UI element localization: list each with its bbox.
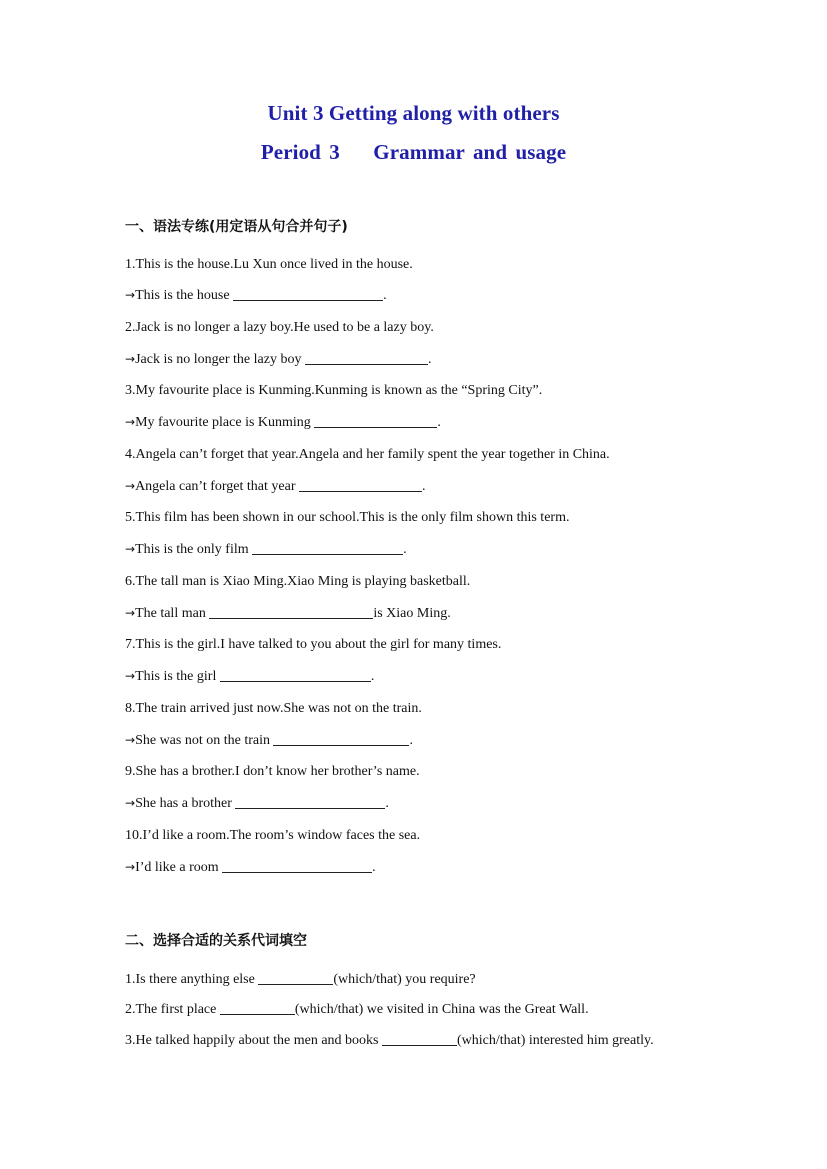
question-text: .Angela can’t forget that year.Angela and her family spent the year together in China. <box>132 447 610 462</box>
question-text: .I’d like a room.The room’s window faces the sea. <box>139 828 421 843</box>
answer-tail: . <box>409 733 413 748</box>
answer-prefix: Angela can’t forget that year <box>135 479 296 494</box>
answer-prefix: The tall man <box>135 606 206 621</box>
answer-blank[interactable] <box>299 478 422 492</box>
question-2 <box>125 319 434 336</box>
period-subtitle <box>0 140 827 165</box>
question-text: .This is the girl.I have talked to you about the girl for many times. <box>132 637 502 652</box>
answer-2 <box>125 351 431 368</box>
fill-blank[interactable] <box>382 1032 457 1046</box>
question-number: 2 <box>125 1002 132 1017</box>
question-text-before: .The first place <box>132 1002 220 1017</box>
question-number: 1 <box>125 257 132 272</box>
question-text: .My favourite place is Kunming.Kunming is known as the “Spring City”. <box>132 383 543 398</box>
answer-blank[interactable] <box>209 605 373 619</box>
question-number: 8 <box>125 701 132 716</box>
arrow-icon: → <box>125 606 136 620</box>
question-9 <box>125 763 420 780</box>
question-text-after: (which/that) we visited in China was the Great Wall. <box>294 1002 589 1017</box>
question-6 <box>125 573 470 590</box>
question-number: 3 <box>125 383 132 398</box>
answer-3 <box>125 414 441 431</box>
question-text: .Jack is no longer a lazy boy.He used to be a lazy boy. <box>132 320 434 335</box>
answer-blank[interactable] <box>314 414 437 428</box>
question-text: .The train arrived just now.She was not on the train. <box>132 701 422 716</box>
answer-prefix: This is the only film <box>135 542 249 557</box>
answer-tail: . <box>372 860 376 875</box>
question-10 <box>125 827 420 844</box>
question-text: .This film has been shown in our school.This is the only film shown this term. <box>132 510 570 525</box>
answer-blank[interactable] <box>220 668 371 682</box>
arrow-icon: → <box>125 796 136 810</box>
answer-prefix: She has a brother <box>135 796 232 811</box>
question-3 <box>125 382 542 399</box>
answer-blank[interactable] <box>305 351 428 365</box>
answer-tail: . <box>427 352 432 367</box>
question-7 <box>125 636 501 653</box>
arrow-icon: → <box>125 415 136 429</box>
answer-blank[interactable] <box>235 795 385 809</box>
fill-question-2 <box>125 1001 589 1018</box>
question-number: 1 <box>125 972 132 987</box>
answer-tail: is Xiao Ming. <box>373 606 451 621</box>
fill-question-3 <box>125 1032 670 1049</box>
arrow-icon: → <box>125 352 136 366</box>
arrow-icon: → <box>125 860 136 874</box>
arrow-icon: → <box>125 669 136 683</box>
question-text-after: (which/that) you require? <box>333 972 476 987</box>
answer-blank[interactable] <box>222 859 372 873</box>
answer-blank[interactable] <box>252 541 403 555</box>
question-text: .This is the house.Lu Xun once lived in the house. <box>132 257 413 272</box>
answer-blank[interactable] <box>233 287 383 301</box>
question-5 <box>125 509 569 526</box>
answer-8 <box>125 732 413 749</box>
section-1-heading: 一、语法专练(用定语从句合并句子) <box>125 219 348 235</box>
period-subtitle-text: Period 3 Grammar and usage <box>260 140 567 164</box>
question-text-before: .Is there anything else <box>132 972 259 987</box>
answer-prefix: My favourite place is Kunming <box>135 415 311 430</box>
question-4 <box>125 446 610 463</box>
arrow-icon: → <box>125 288 136 302</box>
question-8 <box>125 700 422 717</box>
arrow-icon: → <box>125 542 136 556</box>
unit-title: Unit 3 Getting along with others <box>267 101 560 125</box>
question-text: .The tall man is Xiao Ming.Xiao Ming is playing basketball. <box>132 574 471 589</box>
arrow-icon: → <box>125 733 136 747</box>
question-text-after: (which/that) interested him greatly. <box>457 1033 654 1048</box>
question-text-before: .He talked happily about the men and books <box>132 1033 382 1048</box>
answer-blank[interactable] <box>273 732 409 746</box>
answer-tail: . <box>437 415 441 430</box>
answer-prefix: She was not on the train <box>135 733 270 748</box>
answer-tail: . <box>403 542 407 557</box>
question-number: 2 <box>125 320 132 335</box>
answer-4 <box>125 478 425 495</box>
arrow-icon: → <box>125 479 136 493</box>
fill-question-1 <box>125 971 476 988</box>
answer-6 <box>125 605 451 622</box>
answer-prefix: Jack is no longer the lazy boy <box>135 352 302 367</box>
answer-prefix: This is the house <box>135 288 230 303</box>
answer-tail: . <box>383 288 387 303</box>
fill-blank[interactable] <box>220 1001 295 1015</box>
fill-blank[interactable] <box>258 971 333 985</box>
question-number: 7 <box>125 637 132 652</box>
question-text: .She has a brother.I don’t know her brother’s name. <box>132 764 420 779</box>
question-number: 6 <box>125 574 132 589</box>
question-number: 9 <box>125 764 132 779</box>
answer-tail: . <box>421 479 426 494</box>
answer-7 <box>125 668 374 685</box>
question-number: 3 <box>125 1033 132 1048</box>
answer-tail: . <box>385 796 389 811</box>
question-number: 4 <box>125 447 132 462</box>
answer-5 <box>125 541 407 558</box>
answer-tail: . <box>370 669 375 684</box>
question-1 <box>125 256 413 273</box>
question-number: 5 <box>125 510 132 525</box>
answer-10 <box>125 859 376 876</box>
answer-1 <box>125 287 387 304</box>
section-2-heading: 二、选择合适的关系代词填空 <box>125 933 307 949</box>
question-number: 10 <box>125 828 139 843</box>
answer-prefix: I’d like a room <box>135 860 219 875</box>
answer-prefix: This is the girl <box>135 669 217 684</box>
answer-9 <box>125 795 389 812</box>
